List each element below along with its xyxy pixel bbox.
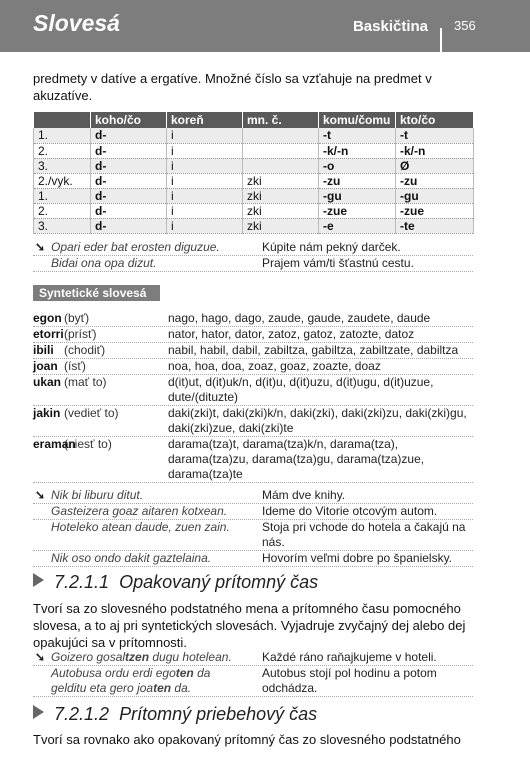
verb-name: ibili <box>33 343 54 357</box>
example-row <box>33 488 473 504</box>
table-cell: 3. <box>34 158 91 173</box>
table-cell: 1. <box>34 188 91 203</box>
subsection-number: 7.2.1.1 <box>54 572 110 592</box>
verb-name: eraman <box>33 437 76 451</box>
example-block <box>33 488 473 567</box>
verb-forms: d(it)ut, d(it)uk/n, d(it)u, d(it)uzu, d(it)ugu, d(it)uzue, dute/(dituzte) <box>168 375 434 404</box>
table-cell: i <box>167 158 243 173</box>
verb-row <box>33 406 473 437</box>
table-cell: i <box>167 203 243 218</box>
table-cell: -te <box>396 218 474 233</box>
verb-forms: nabil, habil, dabil, zabiltza, gabiltza, zabiltzate, dabiltza <box>168 343 459 357</box>
table-cell: 1. <box>34 128 91 143</box>
verb-meaning: (prísť) <box>64 327 97 341</box>
table-cell: -zue <box>319 203 396 218</box>
table-cell: d- <box>91 143 167 158</box>
table-cell: -zu <box>396 173 474 188</box>
verb-name: egon <box>33 311 62 325</box>
table-row <box>34 143 474 158</box>
table-row <box>34 188 474 203</box>
subsection-heading <box>33 572 318 593</box>
table-cell: zki <box>243 203 319 218</box>
table-cell: i <box>167 218 243 233</box>
table-cell: zki <box>243 218 319 233</box>
table-cell: 2./vyk. <box>34 173 91 188</box>
arrow-icon: ➘ <box>35 240 46 254</box>
verb-name: ukan <box>33 375 62 389</box>
table-cell: i <box>167 188 243 203</box>
table-cell: -zue <box>396 203 474 218</box>
body-paragraph: Tvorí sa zo slovesného podstatného mena a prítomného času pomocného slovesa, a to aj pri syntetických slovesách. Vyjadruje zvyčajný dej alebo dej opakujúci sa v prítomnosti. <box>33 601 466 650</box>
basque-example: ➘ Nik bi liburu ditut. <box>35 488 144 502</box>
table-cell: d- <box>91 203 167 218</box>
example-row <box>33 240 473 256</box>
table-cell: 2. <box>34 203 91 218</box>
basque-example: Bidai ona opa dizut. <box>51 256 157 270</box>
verb-row <box>33 375 473 406</box>
slovak-translation: Stoja pri vchode do hotela a čakajú na nás. <box>262 520 466 549</box>
example-row <box>33 520 473 551</box>
table-cell: -t <box>319 128 396 143</box>
table-row <box>34 203 474 218</box>
slovak-translation: Mám dve knihy. <box>262 488 346 502</box>
table-cell: zki <box>243 188 319 203</box>
verb-forms: daki(zki)t, daki(zki)k/n, daki(zki), daki(zki)zu, daki(zki)gu, daki(zki)zue, daki(zki)te <box>168 406 467 435</box>
table-row <box>34 173 474 188</box>
table-cell: d- <box>91 188 167 203</box>
verb-meaning: (chodiť) <box>64 343 106 357</box>
slovak-translation: Ideme do Vitorie otcovým autom. <box>262 504 438 518</box>
verb-meaning: (ísť) <box>64 359 86 373</box>
verb-row <box>33 311 473 327</box>
table-cell: -e <box>319 218 396 233</box>
slovak-translation: Kúpite nám pekný darček. <box>262 240 401 254</box>
body-paragraph: Tvorí sa rovnako ako opakovaný prítomný čas zo slovesného podstatného <box>33 732 461 747</box>
table-cell <box>243 128 319 143</box>
verb-forms: darama(tza)t, darama(tza)k/n, darama(tza), darama(tza)zu, darama(tza)gu, darama(tza)zue, darama(tza)te <box>168 437 425 481</box>
table-header-cell: mn. č. <box>243 112 319 128</box>
verb-name: joan <box>33 359 58 373</box>
slovak-translation: Každé ráno raňajkujeme v hoteli. <box>262 650 437 664</box>
table-header-cell <box>34 112 91 128</box>
basque-example: Gasteizera goaz aitaren kotxean. <box>51 504 228 518</box>
table-cell: -k/-n <box>396 143 474 158</box>
page-number: 356 <box>454 18 476 33</box>
conjugation-table <box>33 112 474 234</box>
intro-paragraph: predmety v datíve a ergatíve. Množné číslo sa vzťahuje na predmet v akuzatíve. <box>33 71 432 103</box>
table-header-cell: kto/čo <box>396 112 474 128</box>
table-cell: i <box>167 143 243 158</box>
example-row <box>33 256 473 272</box>
example-block <box>33 650 473 697</box>
table-header-cell: koreň <box>167 112 243 128</box>
chapter-title: Slovesá <box>33 10 120 36</box>
arrow-icon: ➘ <box>35 488 46 502</box>
slovak-translation: Hovorím veľmi dobre po španielsky. <box>262 551 453 565</box>
table-header-row <box>34 112 474 128</box>
basque-example: ➘ Opari eder bat erosten diguzue. <box>35 240 220 254</box>
page-header <box>0 0 530 52</box>
table-cell: i <box>167 128 243 143</box>
verb-forms: noa, hoa, doa, zoaz, goaz, zoazte, doaz <box>168 359 381 373</box>
example-row <box>33 504 473 520</box>
table-header-cell: koho/čo <box>91 112 167 128</box>
table-cell: -zu <box>319 173 396 188</box>
table-row <box>34 158 474 173</box>
verb-name: jakin <box>33 406 61 420</box>
table-cell: -o <box>319 158 396 173</box>
table-cell: Ø <box>396 158 474 173</box>
section-label: Syntetické slovesá <box>33 285 160 301</box>
table-cell: d- <box>91 218 167 233</box>
verb-row <box>33 327 473 343</box>
table-cell <box>243 158 319 173</box>
verb-forms: nator, hator, dator, zatoz, gatoz, zatozte, datoz <box>168 327 415 341</box>
table-cell: d- <box>91 158 167 173</box>
subsection-number: 7.2.1.2 <box>54 704 110 724</box>
example-block <box>33 240 473 272</box>
table-row <box>34 128 474 143</box>
table-cell: 3. <box>34 218 91 233</box>
verb-list <box>33 311 473 483</box>
verb-row <box>33 343 473 359</box>
table-cell: zki <box>243 173 319 188</box>
arrow-icon: ➘ <box>35 650 46 664</box>
table-cell: -gu <box>396 188 474 203</box>
basque-example: Hoteleko atean daude, zuen zain. <box>51 520 230 534</box>
table-cell: 2. <box>34 143 91 158</box>
table-cell: d- <box>91 173 167 188</box>
triangle-icon <box>33 705 44 719</box>
verb-forms: nago, hago, dago, zaude, gaude, zaudete, daude <box>168 311 431 325</box>
table-cell: d- <box>91 128 167 143</box>
verb-row <box>33 437 473 483</box>
table-cell: -k/-n <box>319 143 396 158</box>
table-cell: -gu <box>319 188 396 203</box>
table-cell: -t <box>396 128 474 143</box>
table-cell <box>243 143 319 158</box>
verb-meaning: (niesť to) <box>64 437 112 451</box>
table-cell: i <box>167 173 243 188</box>
language-label: Baskičtina <box>352 18 428 35</box>
example-row <box>33 551 473 567</box>
table-row <box>34 218 474 233</box>
subsection-title: Opakovaný prítomný čas <box>119 572 319 592</box>
example-row <box>33 650 473 666</box>
header-divider <box>440 28 442 52</box>
slovak-translation: Autobus stojí pol hodinu a potom odchádza. <box>262 666 437 695</box>
slovak-translation: Prajem vám/ti šťastnú cestu. <box>262 256 414 270</box>
verb-meaning: (byť) <box>64 311 90 325</box>
subsection-heading <box>33 704 317 725</box>
table-header-cell: komu/čomu <box>319 112 396 128</box>
basque-example: Nik oso ondo dakit gaztelaina. <box>51 551 212 565</box>
verb-meaning: (mať to) <box>64 375 107 389</box>
subsection-title: Prítomný priebehový čas <box>119 704 318 724</box>
example-row <box>33 666 473 697</box>
verb-name: etorri <box>33 327 64 341</box>
verb-meaning: (vedieť to) <box>64 406 119 420</box>
basque-example: Autobusa ordu erdi egoten da gelditu eta gero joaten da. <box>51 666 211 695</box>
basque-example: ➘ Goizero gosaltzen dugu hotelean. <box>35 650 232 664</box>
triangle-icon <box>33 573 44 587</box>
verb-row <box>33 359 473 375</box>
